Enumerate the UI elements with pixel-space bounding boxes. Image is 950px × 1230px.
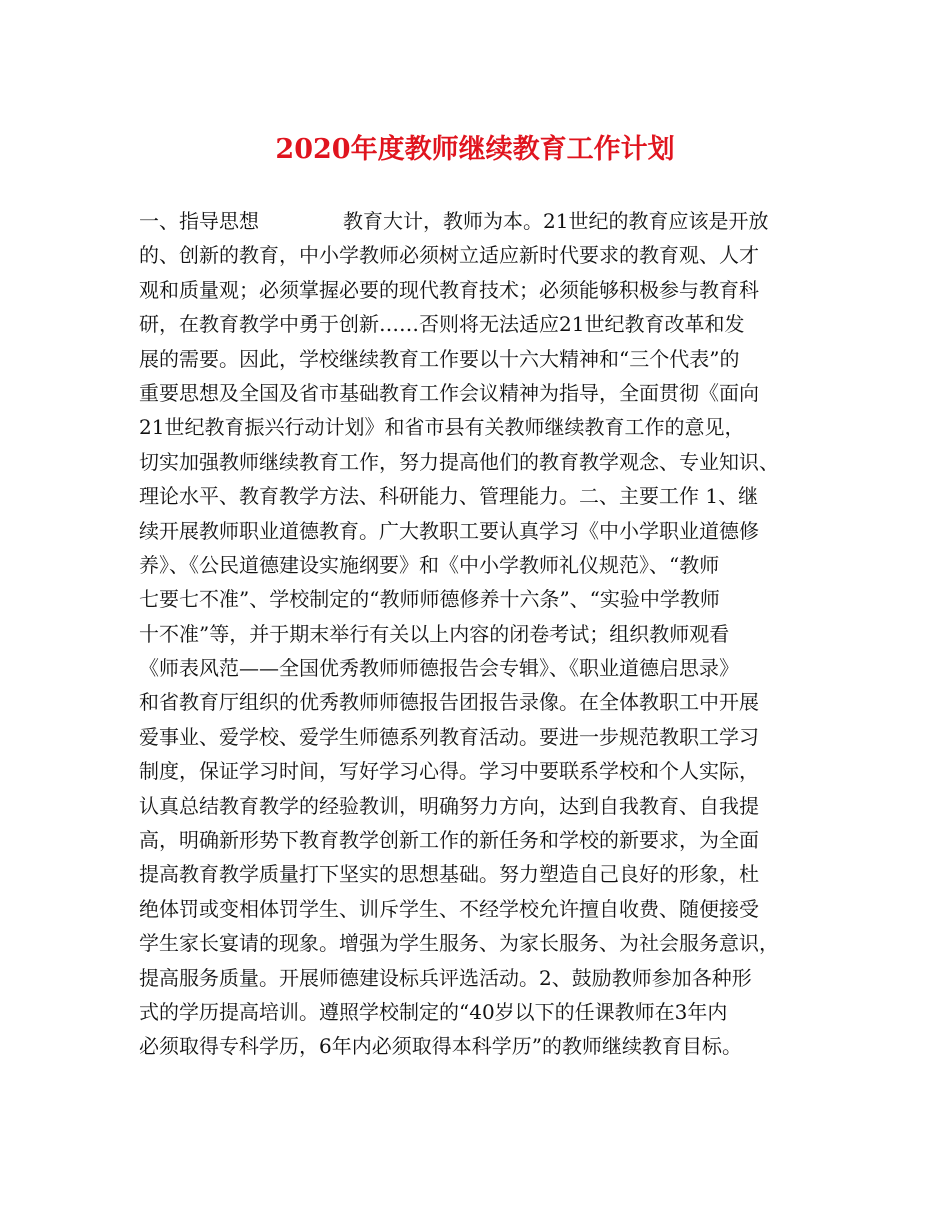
body-line: 提高教育教学质量打下坚实的思想基础。努力塑造自己良好的形象，杜 (139, 862, 759, 887)
body-line: 养》、《公民道德建设实施纲要》和《中小学教师礼仪规范》、“教师 (139, 552, 720, 577)
body-line: 重要思想及全国及省市基础教育工作会议精神为指导，全面贯彻《面向 (139, 380, 759, 405)
body-line: 七要七不准”、学校制定的“教师师德修养十六条”、“实验中学教师 (139, 587, 720, 612)
body-line: 21世纪教育振兴行动计划》和省市县有关教师继续教育工作的意见， (139, 415, 745, 440)
body-line: 《师表风范——全国优秀教师师德报告会专辑》、《职业道德启思录》 (139, 656, 739, 681)
document-body (139, 204, 819, 1064)
body-line: 观和质量观；必须掌握必要的现代教育技术；必须能够积极参与教育科 (139, 277, 759, 302)
body-line-first (139, 204, 819, 238)
body-line: 展的需要。因此，学校继续教育工作要以十六大精神和“三个代表”的 (139, 346, 740, 371)
body-line: 学生家长宴请的现象。增强为学生服务、为家长服务、为社会服务意识， (139, 931, 779, 956)
body-line: 绝体罚或变相体罚学生、训斥学生、不经学校允许擅自收费、随便接受 (139, 896, 759, 921)
body-line: 研，在教育教学中勇于创新……否则将无法适应21世纪教育改革和发 (139, 312, 745, 337)
body-line: 爱事业、爱学校、爱学生师德系列教育活动。要进一步规范教职工学习 (139, 724, 759, 749)
body-line: 必须取得专科学历，6年内必须取得本科学历”的教师继续教育目标。 (139, 1034, 742, 1059)
body-line: 式的学历提高培训。遵照学校制定的“40岁以下的任课教师在3年内 (139, 999, 728, 1024)
body-line: 和省教育厅组织的优秀教师师德报告团报告录像。在全体教职工中开展 (139, 690, 759, 715)
body-line: 的、创新的教育，中小学教师必须树立适应新时代要求的教育观、人才 (139, 243, 759, 268)
body-line: 理论水平、教育教学方法、科研能力、管理能力。二、主要工作 1、继 (139, 484, 759, 509)
body-line: 认真总结教育教学的经验教训，明确努力方向，达到自我教育、自我提 (139, 793, 759, 818)
body-line: 制度，保证学习时间，写好学习心得。学习中要联系学校和个人实际， (139, 759, 759, 784)
body-line: 十不准”等，并于期末举行有关以上内容的闭卷考试；组织教师观看 (139, 621, 730, 646)
body-line: 高，明确新形势下教育教学创新工作的新任务和学校的新要求，为全面 (139, 828, 759, 853)
body-line: 切实加强教师继续教育工作，努力提高他们的教育教学观念、专业知识、 (139, 449, 779, 474)
body-line: 续开展教师职业道德教育。广大教职工要认真学习《中小学职业道德修 (139, 518, 759, 543)
body-line: 提高服务质量。开展师德建设标兵评选活动。2、鼓励教师参加各种形 (139, 965, 752, 990)
body-line-text: 教育大计，教师为本。21世纪的教育应该是开放 (343, 209, 769, 233)
document-title: 2020年度教师继续教育工作计划 (275, 134, 675, 165)
section-heading: 一、指导思想 (139, 209, 259, 233)
